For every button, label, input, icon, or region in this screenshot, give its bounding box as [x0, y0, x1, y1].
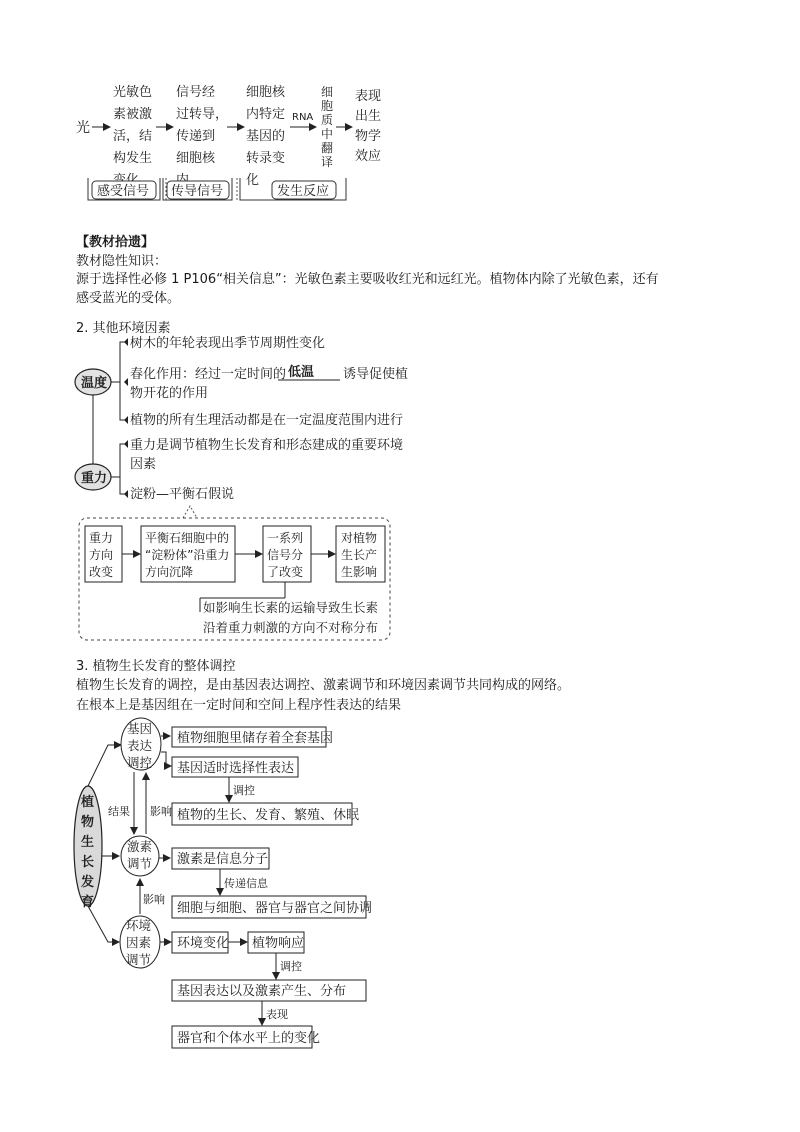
temp-item-vernalization-2: 物开花的作用: [130, 386, 209, 401]
textbook-line-2: 感受蓝光的受体。: [76, 291, 181, 306]
plant-response-box: 植物响应: [252, 936, 305, 951]
phase-transduce: 传导信号: [171, 184, 224, 199]
overall-regulation-diagram: [74, 718, 372, 1048]
gravity-label: 重力: [81, 471, 108, 486]
svg-text:长: 长: [81, 855, 95, 870]
svg-text:物学: 物学: [355, 129, 382, 144]
label-regulate-2: 调控: [280, 960, 302, 973]
temp-item-vernalization: 春化作用：经过一定时间的: [130, 367, 287, 382]
chain-box-1: 重力: [89, 531, 114, 545]
gravity-note-1: 如影响生长素的运输导致生长素: [203, 600, 379, 615]
gravity-item-statolith: 淀粉—平衡石假说: [130, 487, 235, 502]
svg-text:传递到: 传递到: [176, 129, 216, 144]
svg-text:质: 质: [321, 113, 334, 127]
svg-text:发: 发: [81, 875, 95, 890]
svg-text:育: 育: [81, 895, 95, 910]
svg-text:植: 植: [81, 795, 95, 810]
temperature-gravity-diagram: [75, 335, 408, 640]
svg-text:效应: 效应: [355, 149, 382, 164]
svg-text:因素: 因素: [126, 935, 152, 950]
label-regulate-1: 调控: [233, 784, 255, 797]
svg-text:表达: 表达: [127, 738, 153, 753]
svg-text:活，结: 活，结: [113, 129, 153, 144]
gravity-item-factor-2: 因素: [130, 457, 157, 472]
gene-box-all-genes: 植物细胞里储存着全套基因: [177, 731, 334, 746]
gene-result-box: 植物的生长、发育、繁殖、休眠: [177, 808, 360, 823]
chain-box-2: 平衡石细胞中的: [145, 531, 230, 545]
env-change-box: 环境变化: [177, 936, 230, 951]
svg-text:出生: 出生: [355, 109, 382, 124]
label-influence-1: 影响: [150, 805, 172, 818]
gravity-item-factor: 重力是调节植物生长发育和形态建成的重要环境: [130, 438, 404, 453]
svg-text:翻: 翻: [321, 141, 334, 155]
svg-text:光敏色: 光敏色: [113, 85, 153, 100]
svg-text:细胞核: 细胞核: [246, 85, 286, 100]
svg-text:调控: 调控: [127, 755, 153, 770]
svg-text:信号分: 信号分: [267, 548, 304, 562]
svg-text:化: 化: [246, 173, 260, 188]
temperature-label: 温度: [81, 376, 108, 391]
svg-text:生长产: 生长产: [341, 548, 378, 562]
hormone-info-box: 激素是信息分子: [177, 852, 269, 867]
temp-item-rings: 树木的年轮表现出季节周期性变化: [130, 336, 326, 351]
svg-text:环境: 环境: [126, 918, 152, 933]
svg-text:细胞核: 细胞核: [176, 151, 216, 166]
textbook-heading: 【教材拾遗】: [76, 235, 155, 250]
env-result-box: 器官和个体水平上的变化: [177, 1031, 321, 1046]
svg-text:内特定: 内特定: [246, 107, 286, 122]
svg-text:“淀粉体”沿重力: “淀粉体”沿重力: [145, 548, 230, 562]
section3-line-2: 在根本上是基因组在一定时间和空间上程序性表达的结果: [76, 698, 402, 713]
rna-label: RNA: [292, 112, 314, 123]
flow-step-3: [246, 84, 286, 188]
flow-start-light: 光: [76, 120, 90, 136]
label-result: 结果: [108, 805, 130, 818]
label-transmit: 传递信息: [224, 877, 268, 890]
phase-receive: 感受信号: [97, 184, 150, 199]
svg-text:基因: 基因: [127, 721, 153, 736]
svg-text:胞: 胞: [321, 99, 334, 113]
svg-text:表现: 表现: [355, 89, 382, 104]
svg-text:细: 细: [321, 85, 334, 99]
svg-text:构发生: 构发生: [113, 151, 153, 166]
temp-item-vernalization-post: 诱导促使植: [343, 367, 409, 382]
svg-text:调节: 调节: [127, 856, 153, 871]
svg-text:生: 生: [81, 835, 95, 850]
temp-item-range: 植物的所有生理活动都是在一定温度范围内进行: [130, 413, 404, 428]
svg-text:方向沉降: 方向沉降: [145, 565, 194, 579]
svg-text:激素: 激素: [127, 839, 153, 854]
svg-text:转录变: 转录变: [246, 151, 286, 166]
env-gene-box: 基因表达以及激素产生、分布: [177, 984, 347, 999]
textbook-subheading: 教材隐性知识：: [76, 254, 168, 269]
svg-text:素被激: 素被激: [113, 107, 153, 122]
svg-text:译: 译: [321, 155, 334, 169]
label-influence-2: 影响: [143, 893, 165, 906]
svg-text:方向: 方向: [89, 548, 114, 562]
svg-text:过转导，: 过转导，: [176, 107, 229, 122]
svg-text:了改变: 了改变: [267, 565, 304, 579]
section3-title: 3. 植物生长发育的整体调控: [76, 659, 236, 674]
gravity-note-2: 沿着重力刺激的方向不对称分布: [203, 620, 379, 635]
section2-title: 2. 其他环境因素: [76, 321, 171, 336]
svg-text:信号经: 信号经: [176, 85, 216, 100]
chain-box-3: 一系列: [267, 531, 304, 545]
svg-text:中: 中: [321, 127, 334, 141]
flow-step-1: [113, 84, 152, 188]
svg-text:改变: 改变: [89, 565, 114, 579]
phase-respond: 发生反应: [277, 184, 330, 199]
chain-box-4: 对植物: [341, 531, 378, 545]
flow-result: [355, 89, 381, 164]
svg-text:调节: 调节: [126, 952, 152, 967]
svg-text:物: 物: [81, 815, 95, 830]
section3-line-1: 植物生长发育的调控，是由基因表达调控、激素调节和环境因素调节共同构成的网络。: [76, 678, 571, 693]
label-express: 表现: [266, 1008, 288, 1021]
temp-item-low-temp: 低温: [288, 365, 315, 380]
svg-text:生影响: 生影响: [341, 565, 378, 579]
flow-step-2: [176, 84, 228, 188]
hormone-result-box: 细胞与细胞、器官与器官之间协调: [177, 901, 373, 916]
gene-box-selective: 基因适时选择性表达: [177, 761, 295, 776]
signal-flow-diagram: [76, 84, 381, 200]
textbook-line-1: 源于选择性必修 1 P106“相关信息”：光敏色素主要吸收红光和远红光。植物体内除了光敏色素，还有: [76, 272, 659, 287]
svg-text:基因的: 基因的: [246, 129, 286, 144]
flow-translate: [321, 85, 333, 169]
